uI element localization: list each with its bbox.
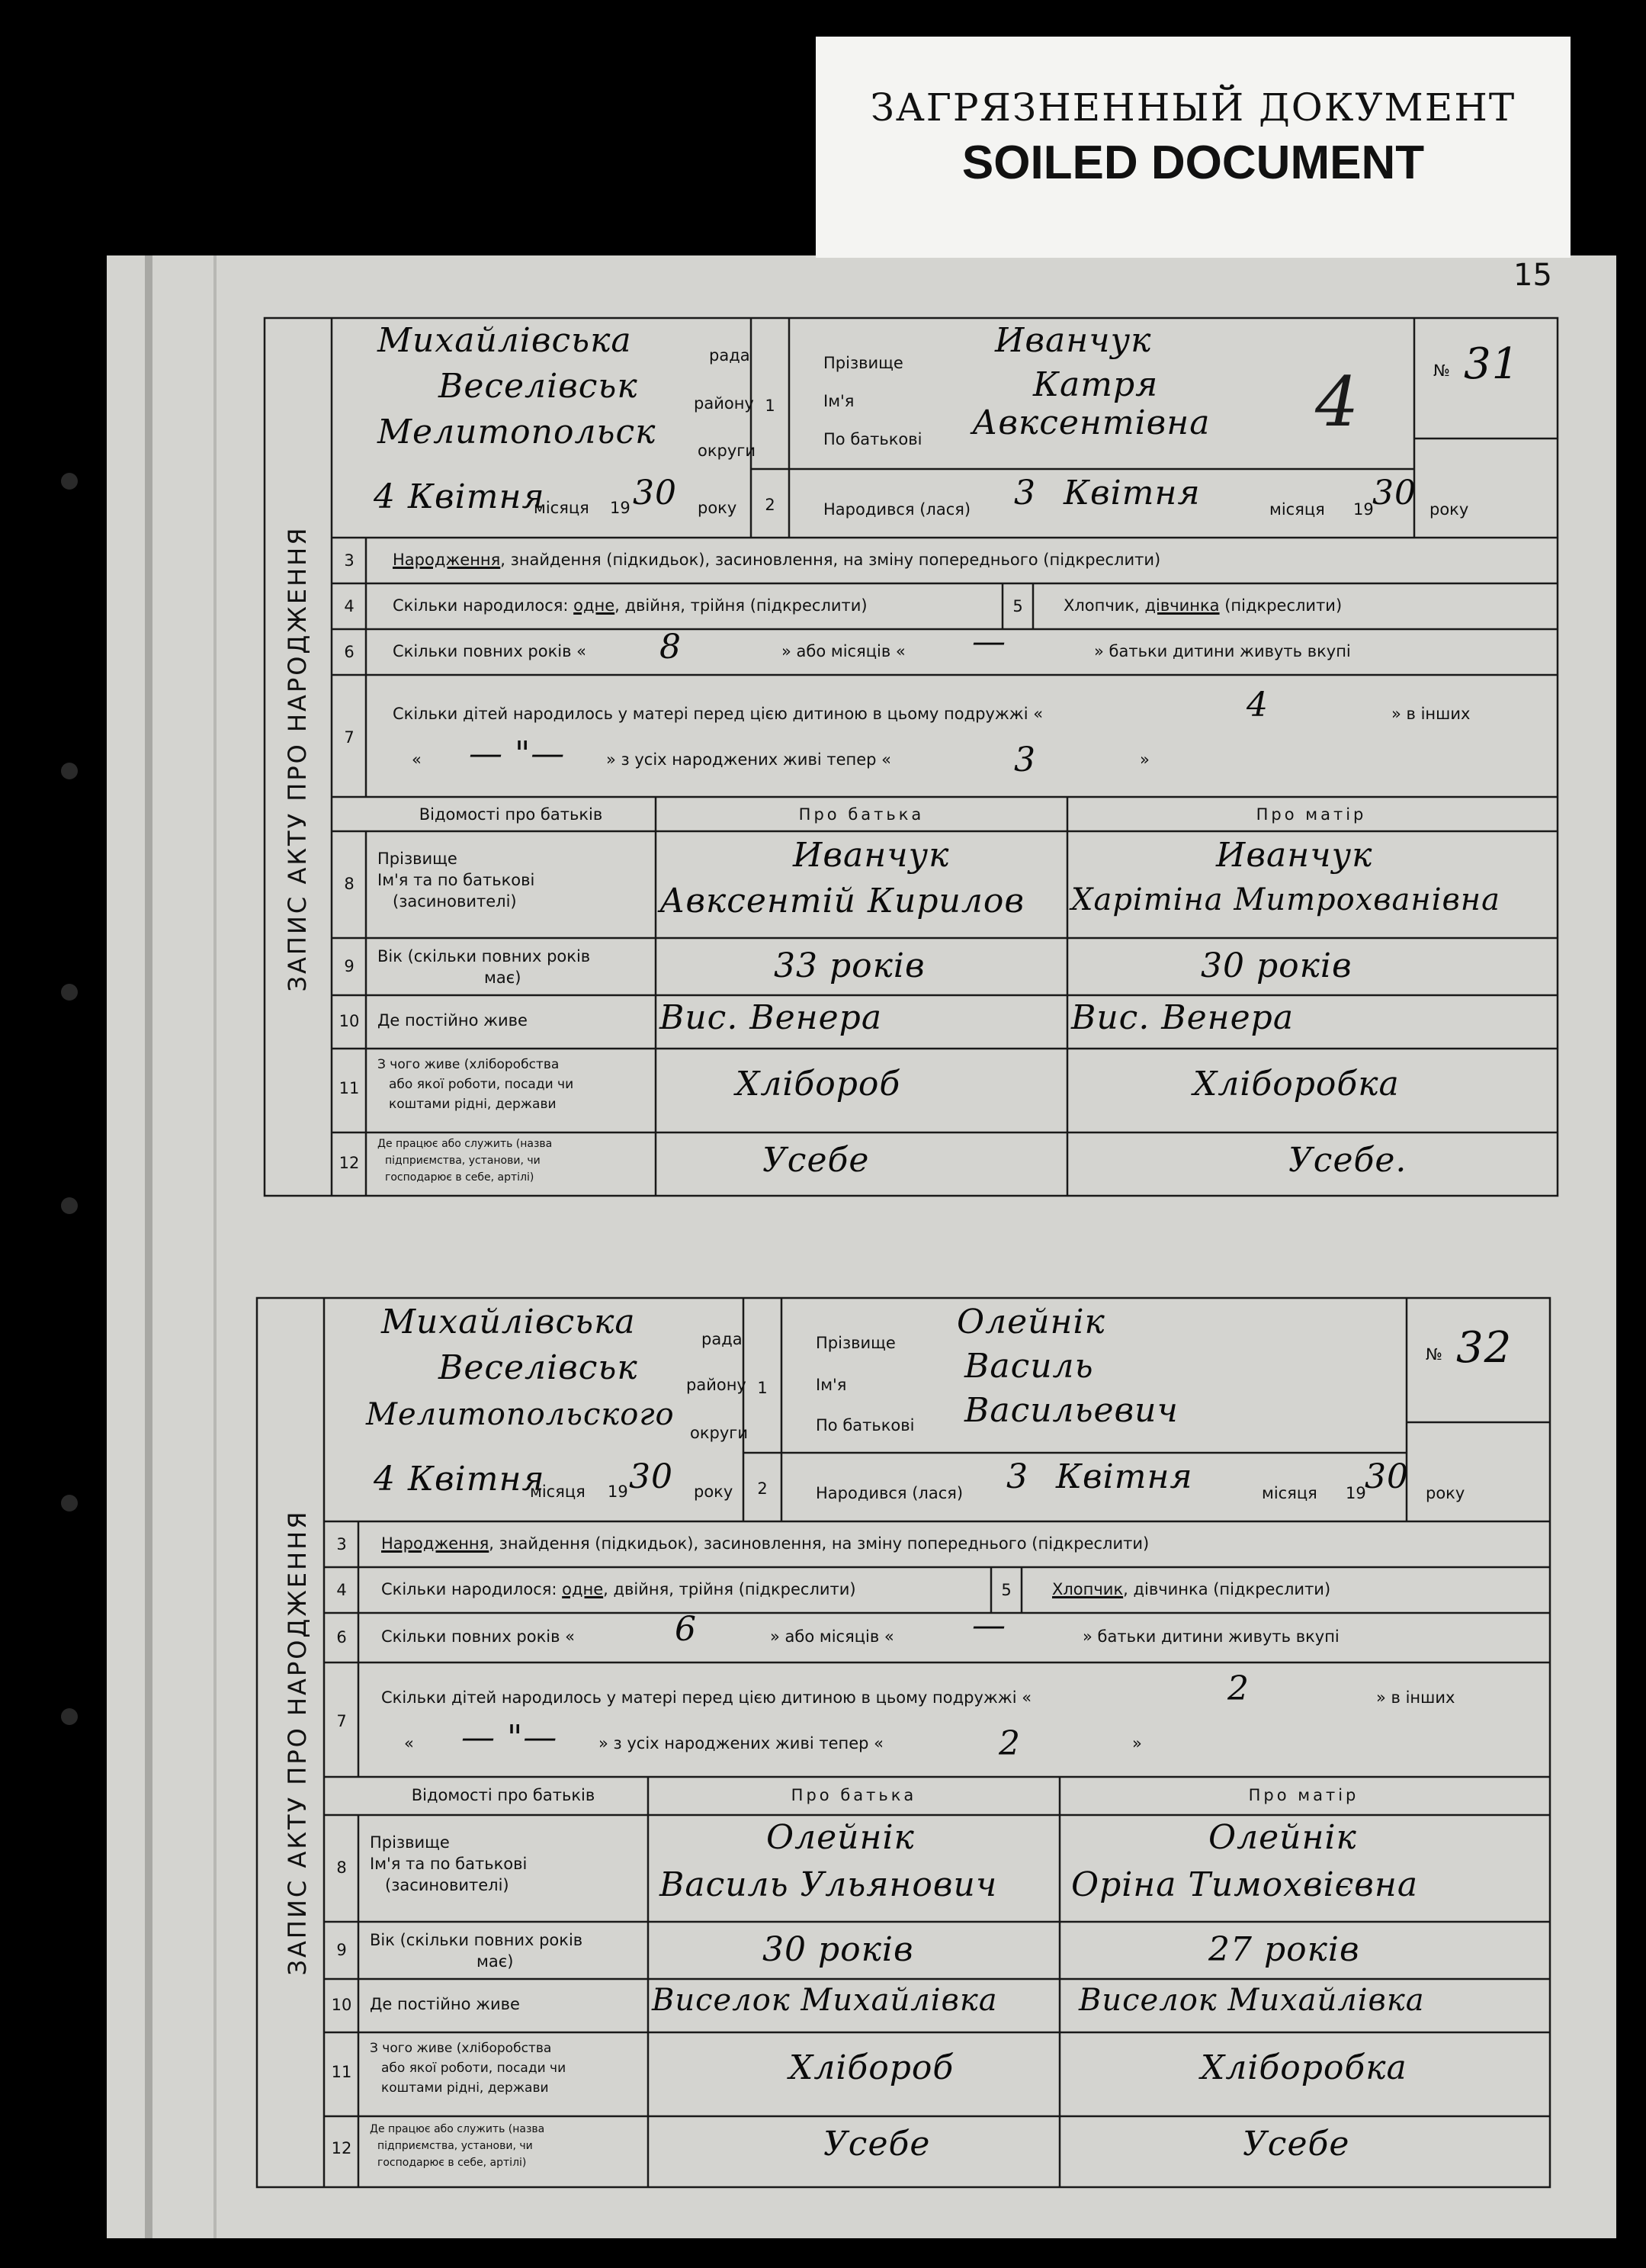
sidebar-title-text: ЗАПИС АКТУ ПРО НАРОДЖЕННЯ <box>283 525 312 992</box>
children-other-value: — "— <box>469 734 566 773</box>
section-number: 12 <box>331 2139 352 2157</box>
row12-label: господарює в себе, артілі) <box>385 1171 534 1184</box>
section-number: 9 <box>336 1941 347 1959</box>
mother-header: Про матір <box>1248 1786 1359 1804</box>
section-number: 2 <box>765 496 775 514</box>
event-type-text: , знайдення (підкидьок), засиновлення, на зміну попереднього (підкреслити) <box>500 551 1161 569</box>
patronymic-label: По батькові <box>823 430 922 448</box>
children-alive-value: 3 <box>1014 740 1036 779</box>
event-type-underlined: Народження <box>393 551 501 569</box>
father-occupation: Хлібороб <box>789 2048 955 2087</box>
births-count-underlined: одне <box>573 596 615 615</box>
row8-label: Ім'я та по батькові <box>370 1855 528 1873</box>
together-years-value: 8 <box>659 628 682 667</box>
father-residence: Вис. Венера <box>659 998 883 1037</box>
sidebar-title-text: ЗАПИС АКТУ ПРО НАРОДЖЕННЯ <box>283 1509 312 1976</box>
gender-line <box>1064 597 1342 615</box>
section-number: 8 <box>336 1858 347 1877</box>
record-number-value: 31 <box>1464 339 1520 389</box>
parents-info-header: Відомості про батьків <box>411 1786 595 1804</box>
father-surname: Олейнік <box>766 1818 915 1857</box>
mother-name: Оріна Тимохвієвна <box>1071 1865 1419 1904</box>
gender-hint: (підкреслити) <box>1219 596 1343 615</box>
gender-boy: Хлопчик, <box>1064 596 1145 615</box>
section-number: 11 <box>331 2063 352 2081</box>
punch-hole <box>61 1197 78 1214</box>
together-months-label: » або місяців « <box>781 642 906 660</box>
row9-label: має) <box>484 969 521 987</box>
father-residence: Виселок Михайлівка <box>652 1983 998 2018</box>
rada-value: Михайлівська <box>377 321 632 360</box>
rada-label: рада <box>709 346 750 365</box>
parents-info-header: Відомості про батьків <box>419 805 603 824</box>
together-months-label: » або місяців « <box>770 1627 894 1646</box>
births-count-line <box>381 1581 856 1598</box>
children-other-value: — "— <box>461 1718 558 1757</box>
section-number: 12 <box>339 1154 360 1172</box>
children-before-value: 4 <box>1247 686 1269 724</box>
section-number: 6 <box>344 643 355 661</box>
children-before-value: 2 <box>1227 1669 1250 1708</box>
reg-year-label: року <box>694 1483 733 1501</box>
father-age: 30 років <box>762 1930 914 1969</box>
gender-hint: (підкреслити) <box>1208 1580 1331 1598</box>
together-years-value: 6 <box>675 1610 697 1649</box>
punch-hole <box>61 984 78 1001</box>
rada-label: рада <box>701 1330 743 1348</box>
births-count-options: , двійня, трійня (підкреслити) <box>603 1580 856 1598</box>
children-quote-open: « <box>404 1734 414 1752</box>
birth-month-value: Квітня <box>1056 1457 1193 1496</box>
punch-hole <box>61 1495 78 1511</box>
section-number: 9 <box>344 957 355 975</box>
section-number: 4 <box>336 1581 347 1599</box>
okruh-value: Мелитопольск <box>377 413 656 451</box>
births-count-line <box>393 597 868 615</box>
together-suffix: » батьки дитини живуть вкупі <box>1083 1627 1340 1646</box>
page-binding-fold <box>145 255 152 2238</box>
section-number: 1 <box>765 397 775 415</box>
patronymic-label: По батькові <box>816 1416 915 1434</box>
patronymic-value: Авксентівна <box>972 403 1211 442</box>
reg-month-value: Квітня <box>408 477 545 516</box>
birth-month-label: місяця <box>1262 1484 1317 1502</box>
children-quote-open: « <box>412 750 422 769</box>
reg-year-prefix: 19 <box>610 499 630 517</box>
mother-header: Про матір <box>1256 805 1367 824</box>
births-count-label: Скільки народилося: <box>381 1580 563 1598</box>
mother-age: 27 років <box>1208 1930 1360 1969</box>
row12-label: підприємства, установи, чи <box>385 1155 541 1167</box>
page-margin-line <box>213 255 217 2238</box>
rada-value: Михайлівська <box>381 1303 636 1341</box>
label-russian: ЗАГРЯЗНЕННЫЙ ДОКУМЕНТ <box>870 85 1516 130</box>
row11-label: коштами рідні, держави <box>389 1097 557 1112</box>
section-number: 3 <box>336 1535 347 1553</box>
row8-label: Прізвище <box>377 850 457 868</box>
gender-girl: , дівчинка <box>1123 1580 1208 1598</box>
children-alive-value: 2 <box>999 1724 1021 1763</box>
surname-value: Олейнік <box>957 1303 1105 1341</box>
father-header: Про батька <box>791 1786 917 1804</box>
row10-label: Де постійно живе <box>370 1995 520 2013</box>
mother-surname: Олейнік <box>1208 1818 1357 1857</box>
birth-record-31 <box>263 316 1559 1197</box>
mother-workplace: Усебе. <box>1288 1141 1407 1180</box>
together-months-value: — <box>972 622 1006 661</box>
birth-month-label: місяця <box>1269 500 1325 519</box>
children-other-label: » в інших <box>1391 705 1471 723</box>
row12-label: підприємства, установи, чи <box>377 2140 533 2152</box>
record-number-label: № <box>1426 1345 1442 1364</box>
section-number: 5 <box>1012 597 1023 615</box>
births-count-underlined: одне <box>562 1580 604 1598</box>
row12-label: Де працює або служить (назва <box>377 1138 553 1150</box>
patronymic-value: Васильевич <box>964 1391 1179 1430</box>
section-number: 2 <box>757 1479 768 1498</box>
punch-hole <box>61 473 78 490</box>
soiled-document-label <box>816 37 1571 258</box>
punch-hole <box>61 1708 78 1725</box>
row11-label: З чого живе (хліборобства <box>370 2041 552 2056</box>
children-other-label: » в інших <box>1376 1688 1455 1707</box>
together-suffix: » батьки дитини живуть вкупі <box>1094 642 1351 660</box>
mother-residence: Вис. Венера <box>1071 998 1295 1037</box>
punch-hole <box>61 763 78 779</box>
gender-girl-underlined: дівчинка <box>1144 596 1220 615</box>
father-occupation: Хлібороб <box>736 1065 901 1103</box>
together-years-label: Скільки повних років « <box>393 642 587 660</box>
name-label: Ім'я <box>823 392 855 410</box>
birth-day-value: 3 <box>1006 1457 1028 1496</box>
birth-month-value: Квітня <box>1064 474 1201 512</box>
section-number: 3 <box>344 551 355 570</box>
children-alive-label: » з усіх народжених живі тепер « <box>606 750 892 769</box>
row8-label: Ім'я та по батькові <box>377 871 535 889</box>
father-header: Про батька <box>798 805 925 824</box>
mother-surname: Иванчук <box>1216 836 1373 875</box>
rayon-label: району <box>686 1376 746 1394</box>
event-type-underlined: Народження <box>381 1534 489 1553</box>
row9-label: Вік (скільки повних років <box>377 947 591 965</box>
row12-label: господарює в себе, артілі) <box>377 2157 527 2169</box>
birth-day-value: 3 <box>1014 474 1036 512</box>
row9-label: Вік (скільки повних років <box>370 1931 583 1949</box>
section-number: 7 <box>336 1712 347 1730</box>
row9-label: має) <box>476 1952 514 1971</box>
record-number-value: 32 <box>1456 1323 1513 1373</box>
surname-label: Прізвище <box>823 354 903 372</box>
births-count-label: Скільки народилося: <box>393 596 574 615</box>
birth-year-prefix: 19 <box>1346 1484 1366 1502</box>
birth-date-label: Народився (лася) <box>816 1484 964 1502</box>
together-months-value: — <box>972 1606 1006 1645</box>
birth-year-label: року <box>1429 500 1469 519</box>
row8-label: (засиновителі) <box>385 1876 509 1894</box>
birth-year-value: 30 <box>1365 1457 1409 1496</box>
children-before-label: Скільки дітей народилось у матері перед цією дитиною в цьому подружжі « <box>381 1688 1032 1707</box>
reg-year-label: року <box>698 499 737 517</box>
surname-value: Иванчук <box>995 321 1152 360</box>
birth-year-label: року <box>1426 1484 1465 1502</box>
reg-month-label: місяця <box>534 499 589 517</box>
label-english: SOILED DOCUMENT <box>961 137 1425 189</box>
father-workplace: Усебе <box>762 1141 870 1180</box>
reg-day-value: 4 <box>374 1460 396 1499</box>
children-quote-close: » <box>1132 1734 1142 1752</box>
row8-label: Прізвище <box>370 1833 450 1852</box>
rayon-value: Веселівськ <box>438 367 638 406</box>
mother-workplace: Усебе <box>1243 2125 1350 2164</box>
okruh-label: округи <box>690 1424 748 1442</box>
name-value: Василь <box>964 1347 1094 1386</box>
section-number: 10 <box>331 1996 352 2014</box>
mother-occupation: Хліборобка <box>1201 2048 1407 2087</box>
birth-record-32 <box>255 1296 1551 2189</box>
section-number: 4 <box>344 597 355 615</box>
together-years-label: Скільки повних років « <box>381 1627 576 1646</box>
row12-label: Де працює або служить (назва <box>370 2123 545 2135</box>
gender-boy-underlined: Хлопчик <box>1052 1580 1124 1598</box>
section-number: 8 <box>344 875 355 893</box>
mother-name: Харітіна Митрохванівна <box>1071 882 1500 917</box>
row11-label: З чого живе (хліборобства <box>377 1057 560 1072</box>
name-label: Ім'я <box>816 1376 847 1394</box>
rayon-label: району <box>694 394 754 413</box>
mother-occupation: Хліборобка <box>1193 1065 1400 1103</box>
section-number: 10 <box>339 1012 360 1030</box>
okruh-label: округи <box>698 442 756 460</box>
rayon-value: Веселівськ <box>438 1348 638 1387</box>
event-type-line <box>381 1535 1149 1553</box>
page-number: 15 <box>1513 258 1552 293</box>
reg-day-value: 4 <box>374 477 396 516</box>
reg-month-value: Квітня <box>408 1460 545 1499</box>
section-number: 1 <box>757 1379 768 1397</box>
section-number: 6 <box>336 1628 347 1646</box>
row11-label: або якої роботи, посади чи <box>389 1077 574 1092</box>
row11-label: або якої роботи, посади чи <box>381 2061 566 2076</box>
section-number: 5 <box>1001 1581 1012 1599</box>
father-name: Василь Ульянович <box>659 1865 998 1904</box>
surname-label: Прізвище <box>816 1334 896 1352</box>
birth-date-label: Народився (лася) <box>823 500 971 519</box>
event-type-line <box>393 551 1160 569</box>
reg-year-value: 30 <box>633 474 677 512</box>
record-number-label: № <box>1433 361 1450 380</box>
name-value: Катря <box>1033 365 1159 404</box>
section-number: 11 <box>339 1079 360 1097</box>
birth-year-value: 30 <box>1372 474 1417 512</box>
gender-line <box>1052 1581 1330 1598</box>
okruh-value: Мелитопольского <box>366 1397 675 1432</box>
children-before-label: Скільки дітей народилось у матері перед цією дитиною в цьому подружжі « <box>393 705 1044 723</box>
reg-month-label: місяця <box>530 1483 586 1501</box>
mother-age: 30 років <box>1201 946 1352 985</box>
father-name: Авксентій Кирилов <box>659 882 1025 920</box>
row10-label: Де постійно живе <box>377 1011 528 1030</box>
row11-label: коштами рідні, держави <box>381 2080 549 2096</box>
reg-year-value: 30 <box>629 1457 673 1496</box>
children-alive-label: » з усіх народжених живі тепер « <box>598 1734 884 1752</box>
reg-year-prefix: 19 <box>608 1483 628 1501</box>
section-number: 7 <box>344 728 355 747</box>
father-workplace: Усебе <box>823 2125 931 2164</box>
father-age: 33 років <box>774 946 926 985</box>
mother-residence: Виселок Михайлівка <box>1079 1983 1425 2018</box>
father-surname: Иванчук <box>793 836 950 875</box>
row8-label: (засиновителі) <box>393 892 517 911</box>
births-count-options: , двійня, трійня (підкреслити) <box>614 596 868 615</box>
children-quote-close: » <box>1140 750 1150 769</box>
birth-year-prefix: 19 <box>1353 500 1374 519</box>
event-type-text: , знайдення (підкидьок), засиновлення, на зміну попереднього (підкреслити) <box>489 1534 1150 1553</box>
handwritten-mark: 4 <box>1315 362 1359 442</box>
